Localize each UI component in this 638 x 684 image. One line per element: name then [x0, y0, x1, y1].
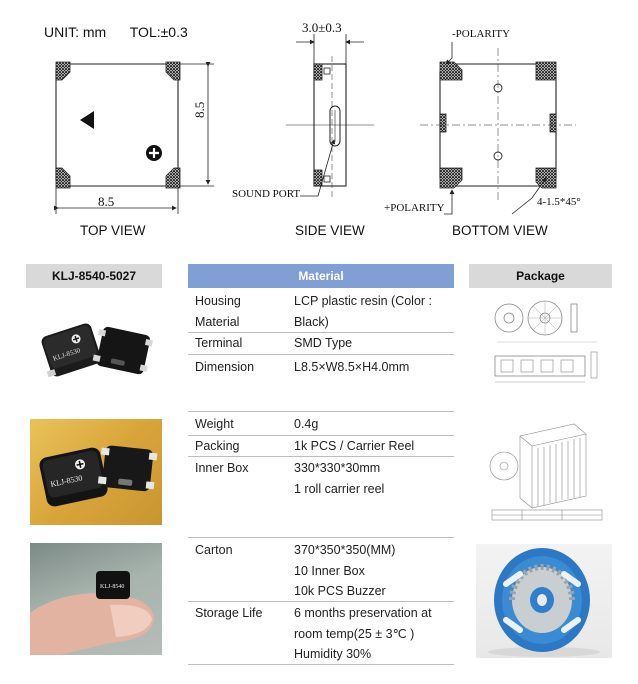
- spec-value-inner-box: 330*330*30mm 1 roll carrier reel: [294, 461, 385, 496]
- model-header: KLJ-8540-5027: [26, 264, 162, 288]
- product-photo-1: [30, 296, 162, 408]
- side-view-caption: SIDE VIEW: [295, 223, 365, 238]
- spec-value-packing: 1k PCS / Carrier Reel: [294, 439, 415, 453]
- material-header: Material: [188, 264, 454, 288]
- top-view-height-dim: 8.5: [192, 101, 207, 118]
- photo2-marking: KLJ-8530: [49, 473, 84, 489]
- minus-polarity-label: -POLARITY: [452, 28, 511, 40]
- unit-label: UNIT: mm: [44, 24, 107, 40]
- spec-label-inner-box: Inner Box: [195, 461, 249, 475]
- spec-divider: [188, 411, 454, 412]
- spec-label-dimension: Dimension: [195, 360, 255, 374]
- tolerance-label: TOL:±0.3: [129, 24, 188, 40]
- bottom-view-caption: BOTTOM VIEW: [452, 223, 548, 238]
- photo3-marking: KLJ-8540: [100, 584, 125, 590]
- photo1-marking: KLJ-8530: [51, 346, 82, 363]
- buzzer-on-finger-photo: [30, 543, 162, 655]
- spec-label-packing: Packing: [195, 439, 240, 453]
- buzzer-closeup-photo: [30, 419, 162, 525]
- side-view-drawing: [286, 34, 374, 200]
- top-view-drawing: [56, 62, 214, 214]
- product-photo-2: [30, 419, 162, 525]
- spec-label-weight: Weight: [195, 417, 234, 431]
- spec-value-storage-life: 6 months preservation at room temp(25 ± 3℃ ) Humidity 30%: [294, 606, 432, 661]
- carton-drawing: [486, 414, 608, 524]
- top-view-caption: TOP VIEW: [80, 223, 146, 238]
- spec-value-terminal: SMD Type: [294, 336, 353, 350]
- spec-value-dimension: L8.5×W8.5×H4.0mm: [294, 360, 410, 374]
- spec-divider: [188, 456, 454, 457]
- technical-drawing: [0, 0, 638, 250]
- carton-packing-drawing: [486, 414, 608, 524]
- buzzer-pair-photo: [30, 296, 162, 408]
- spec-label-housing: Housing Material: [195, 294, 241, 329]
- product-photo-3: [30, 543, 162, 655]
- top-view-width-dim: 8.5: [98, 194, 115, 209]
- spec-divider: [188, 664, 454, 665]
- reel-dimension-drawing: [487, 296, 605, 396]
- blue-reel-photo: [476, 544, 612, 658]
- reel-drawing: [487, 296, 605, 396]
- spec-divider: [188, 601, 454, 602]
- spec-label-terminal: Terminal: [195, 336, 243, 350]
- spec-value-housing: LCP plastic resin (Color : Black): [294, 294, 433, 329]
- spec-label-storage-life: Storage Life: [195, 606, 263, 620]
- spec-value-weight: 0.4g: [294, 417, 319, 431]
- spec-divider: [188, 354, 454, 355]
- bottom-view-drawing: [420, 42, 576, 214]
- carrier-reel-photo: [476, 544, 612, 658]
- spec-divider: [188, 537, 454, 538]
- sound-port-label: SOUND PORT: [232, 188, 301, 200]
- spec-label-carton: Carton: [195, 543, 233, 557]
- spec-value-carton: 370*350*350(MM) 10 Inner Box 10k PCS Buzzer: [294, 543, 396, 598]
- side-view-thickness-dim: 3.0±0.3: [302, 20, 342, 35]
- chamfer-dim-label: 4-1.5*45°: [537, 196, 581, 208]
- plus-polarity-label: +POLARITY: [384, 202, 445, 214]
- package-header: Package: [469, 264, 612, 288]
